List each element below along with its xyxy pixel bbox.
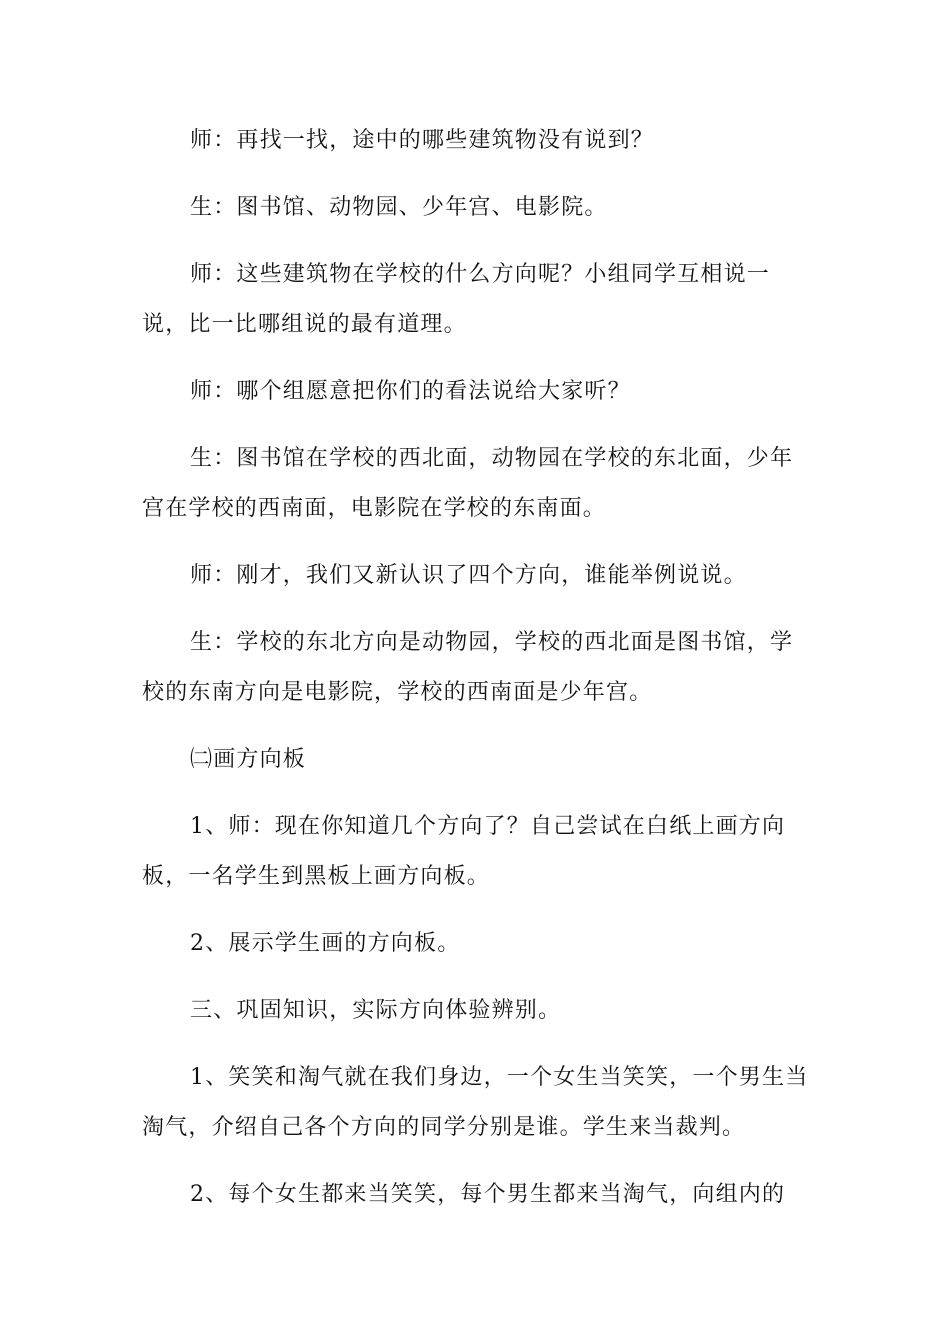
paragraph-teacher-building-directions: 师：这些建筑物在学校的什么方向呢？小组同学互相说一说，比一比哪组说的最有道理。	[142, 262, 771, 337]
paragraph-student-answer-directions: 生：图书馆在学校的西北面，动物园在学校的东北面，少年宫在学校的西南面，电影院在学校的东南面。	[142, 446, 794, 521]
section-heading-consolidate: 三、巩固知识，实际方向体验辨别。	[190, 998, 562, 1023]
paragraph-activity-1: 1、笑笑和淘气就在我们身边，一个女生当笑笑，一个男生当淘气，介绍自己各个方向的同学分别是谁。学生来当裁判。	[142, 1065, 809, 1140]
paragraph-teacher-which-group: 师：哪个组愿意把你们的看法说给大家听？	[190, 379, 631, 404]
paragraph-student-examples: 生：学校的东北方向是动物园，学校的西北面是图书馆，学校的东南方向是电影院，学校的西南面是少年宫。	[142, 630, 794, 705]
paragraph-step-2-show-board: 2、展示学生画的方向板。	[190, 931, 461, 956]
paragraph-teacher-find-buildings: 师：再找一找，途中的哪些建筑物没有说到？	[190, 128, 655, 153]
paragraph-step-1-draw-board: 1、师：现在你知道几个方向了？自己尝试在白纸上画方向板，一名学生到黑板上画方向板。	[142, 814, 786, 889]
paragraph-student-building-list: 生：图书馆、动物园、少年宫、电影院。	[190, 195, 608, 220]
document-body	[142, 116, 812, 1237]
paragraph-teacher-four-directions: 师：刚才，我们又新认识了四个方向，谁能举例说说。	[190, 563, 747, 588]
section-heading-direction-board: ㈡画方向板	[190, 747, 307, 772]
paragraph-activity-2: 2、每个女生都来当笑笑，每个男生都来当淘气，向组内的	[190, 1182, 786, 1207]
